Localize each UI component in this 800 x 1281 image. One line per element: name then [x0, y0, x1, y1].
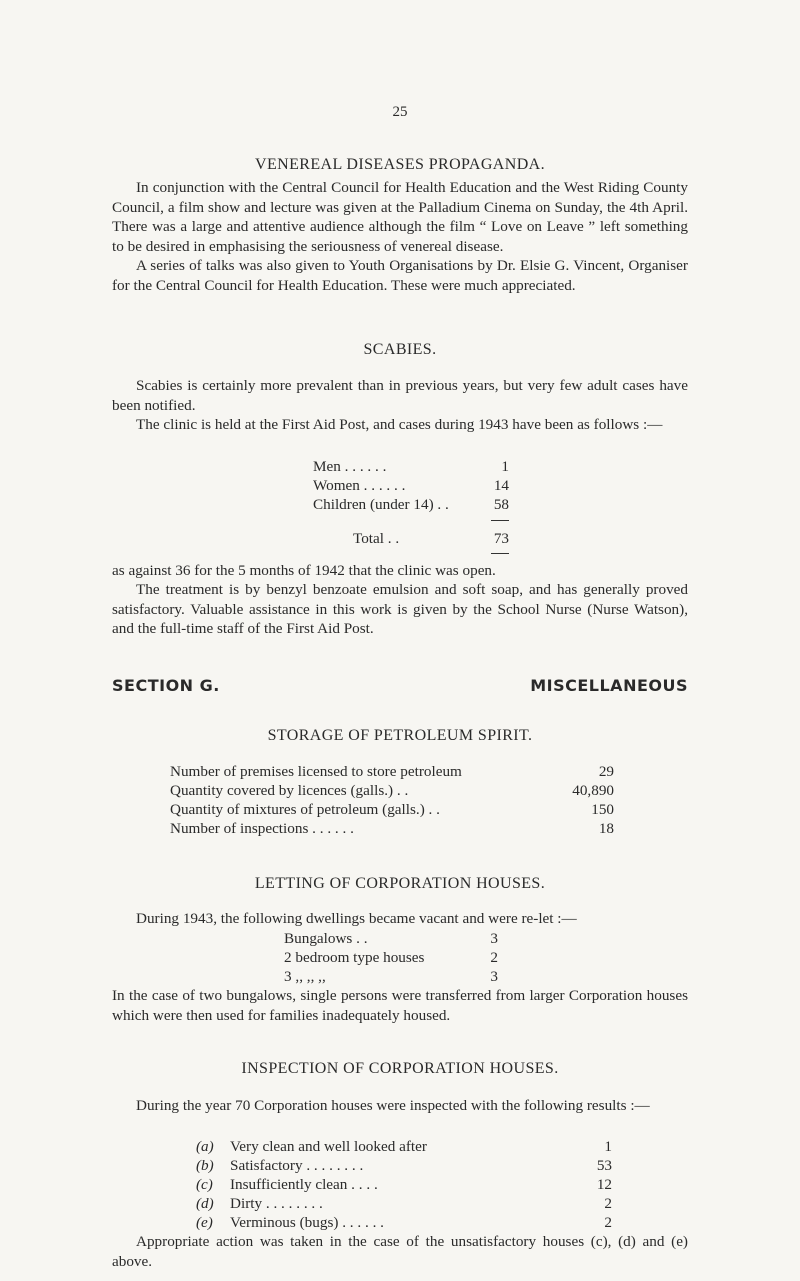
- vd-para2-text: A series of talks was also given to Youth Organisations by Dr. Elsie G. Vincent, Organiser for the Central Council for Health Education. These were much appreciated.: [112, 257, 688, 294]
- scabies-para2-text: The clinic is held at the First Aid Post, and cases during 1943 have been as follows :—: [136, 416, 663, 433]
- scabies-row-label: Women . . . . . .: [313, 477, 406, 494]
- inspection-row-key: (b): [196, 1157, 214, 1174]
- inspection-para-text: Appropriate action was taken in the case of the unsatisfactory houses (c), (d) and (e) above.: [112, 1233, 688, 1270]
- inspection-paragraph: [112, 1232, 688, 1271]
- letting-row-label: 2 bedroom type houses: [284, 949, 425, 966]
- letting-row-value: 2: [490, 949, 498, 966]
- scabies-row-value: 1: [501, 458, 509, 475]
- scabies-paragraph-2: [112, 415, 688, 435]
- section-label: SECTION G.: [112, 676, 220, 695]
- scabies-row-value: 58: [493, 496, 509, 513]
- letting-row-label: Bungalows . .: [284, 930, 368, 947]
- inspection-row-value: 53: [596, 1157, 612, 1174]
- page-number: 25: [392, 104, 408, 120]
- letting-para-text: In the case of two bungalows, single persons were transferred from larger Corporation houses which were then used for families inadequately housed.: [112, 987, 688, 1024]
- petroleum-row-value: 40,890: [572, 782, 614, 799]
- total-rule-top: [491, 520, 509, 521]
- section-title: MISCELLANEOUS: [530, 676, 688, 695]
- petroleum-row-label: Quantity covered by licences (galls.) . .: [170, 782, 409, 799]
- scabies-para1-text: Scabies is certainly more prevalent than in previous years, but very few adult cases have been notified.: [112, 377, 688, 414]
- inspection-row-label: Satisfactory . . . . . . . .: [230, 1157, 364, 1174]
- inspection-row-label: Verminous (bugs) . . . . . .: [230, 1214, 384, 1231]
- letting-heading: LETTING OF CORPORATION HOUSES.: [254, 875, 546, 892]
- scabies-total-value: 73: [493, 530, 509, 547]
- inspection-row-key: (e): [196, 1214, 213, 1231]
- letting-row-value: 3: [490, 968, 498, 985]
- inspection-row-value: 1: [604, 1138, 612, 1155]
- inspection-intro-text: During the year 70 Corporation houses were inspected with the following results :—: [136, 1097, 650, 1114]
- scabies-para4-text: The treatment is by benzyl benzoate emulsion and soft soap, and has generally proved satisfactory. Valuable assistance in this work is given by the School Nurse (Nurse Watson), and the full-time staff of the First Aid Post.: [112, 581, 688, 637]
- petroleum-row-value: 29: [598, 763, 614, 780]
- letting-paragraph: [112, 986, 688, 1025]
- inspection-row-key: (a): [196, 1138, 214, 1155]
- inspection-row-label: Dirty . . . . . . . .: [230, 1195, 323, 1212]
- vd-paragraph-1: [112, 178, 688, 256]
- total-rule-bottom: [491, 553, 509, 554]
- vd-para1-text: In conjunction with the Central Council for Health Education and the West Riding County Council, a film show and lecture was given at the Palladium Cinema on Sunday, the 4th April. There was a large and attentive audience although the film “ Love on Leave ” left something to be desired in emphasising the seriousness of venereal disease.: [112, 179, 688, 255]
- inspection-row-value: 2: [604, 1195, 612, 1212]
- scabies-paragraph-1: [112, 376, 688, 415]
- vd-heading: VENEREAL DISEASES PROPAGANDA.: [255, 156, 545, 173]
- scabies-paragraph-4: [112, 580, 688, 639]
- letting-intro: [112, 909, 688, 929]
- petroleum-row-label: Number of inspections . . . . . .: [170, 820, 354, 837]
- scabies-row-label: Men . . . . . .: [313, 458, 387, 475]
- petroleum-row-label: Quantity of mixtures of petroleum (galls.) . .: [170, 801, 440, 818]
- inspection-row-value: 2: [604, 1214, 612, 1231]
- inspection-intro: [112, 1096, 688, 1116]
- scabies-para3-text: as against 36 for the 5 months of 1942 that the clinic was open.: [112, 562, 496, 579]
- vd-paragraph-2: [112, 256, 688, 295]
- letting-intro-text: During 1943, the following dwellings became vacant and were re-let :—: [136, 910, 577, 927]
- petroleum-row-value: 18: [598, 820, 614, 837]
- petroleum-row-value: 150: [591, 801, 614, 818]
- scabies-paragraph-3: [112, 561, 688, 581]
- scabies-heading: SCABIES.: [363, 341, 437, 358]
- letting-row-label: 3 ,, ,, ,,: [284, 968, 326, 985]
- inspection-row-label: Insufficiently clean . . . .: [230, 1176, 378, 1193]
- inspection-row-key: (d): [196, 1195, 214, 1212]
- inspection-row-key: (c): [196, 1176, 213, 1193]
- petroleum-row-label: Number of premises licensed to store petroleum: [170, 763, 462, 780]
- letting-row-value: 3: [490, 930, 498, 947]
- scabies-row-value: 14: [493, 477, 509, 494]
- scabies-row-label: Children (under 14) . .: [313, 496, 449, 513]
- inspection-row-label: Very clean and well looked after: [230, 1138, 427, 1155]
- scabies-total-label: Total . .: [353, 530, 400, 547]
- petroleum-heading: STORAGE OF PETROLEUM SPIRIT.: [267, 727, 533, 744]
- inspection-heading: INSPECTION OF CORPORATION HOUSES.: [241, 1060, 559, 1077]
- inspection-row-value: 12: [596, 1176, 612, 1193]
